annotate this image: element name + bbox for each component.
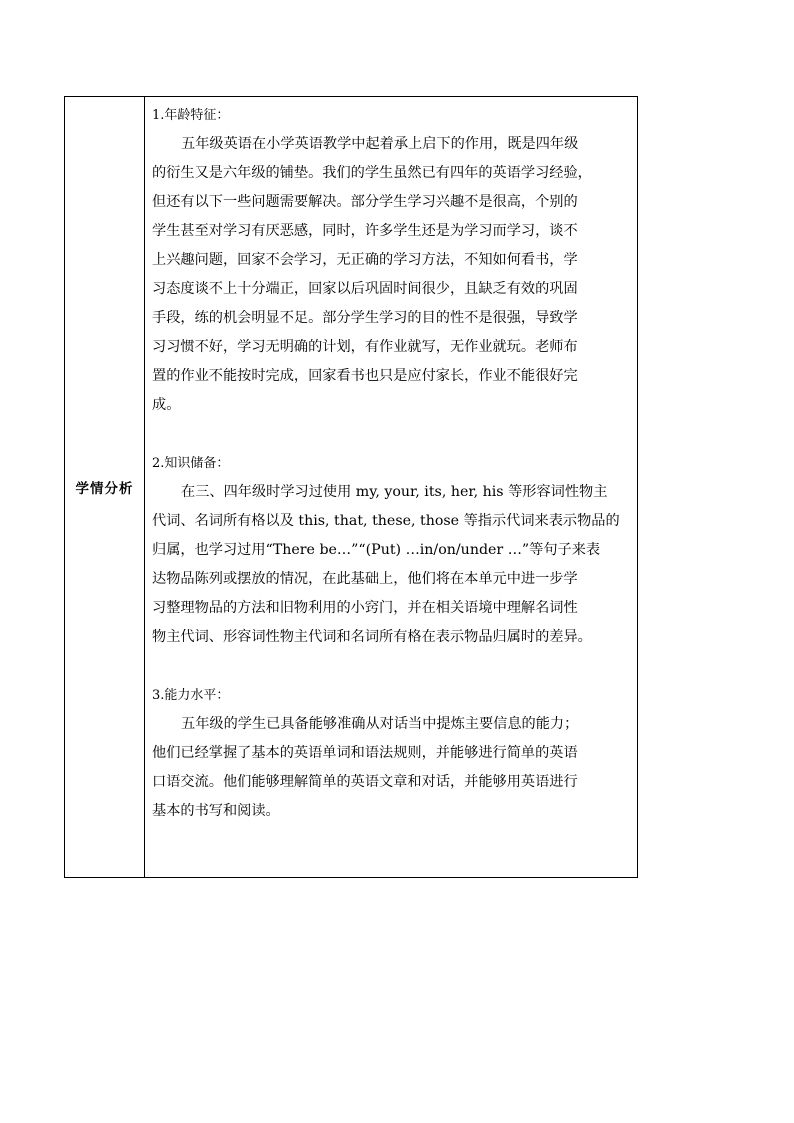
paragraph-line: 成。 — [152, 397, 181, 413]
content-cell — [145, 97, 638, 878]
paragraph-line: 他们已经掌握了基本的英语单词和语法规则，并能够进行简单的英语 — [152, 745, 578, 761]
paragraph-line: 学生甚至对学习有厌恶感，同时，许多学生还是为学习而学习，谈不 — [152, 223, 578, 239]
paragraph-line: 的衍生又是六年级的铺垫。我们的学生虽然已有四年的英语学习经验， — [152, 165, 592, 181]
paragraph-line: 五年级的学生已具备能够准确从对话当中提炼主要信息的能力； — [181, 716, 579, 732]
paragraph-line: 上兴趣问题，回家不会学习，无正确的学习方法，不知如何看书，学 — [152, 252, 578, 268]
paragraph-line: 习习惯不好，学习无明确的计划，有作业就写，无作业就玩。老师布 — [152, 339, 578, 355]
paragraph-line: 物主代词、形容词性物主代词和名词所有格在表示物品归属时的差异。 — [152, 629, 592, 645]
section-heading: 2.知识储备： — [152, 456, 230, 471]
table-row — [65, 97, 638, 878]
paragraph-line: 代词、名词所有格以及 this, that, these, those 等指示代词来表示物品的 — [152, 513, 620, 529]
label-cell — [65, 97, 145, 878]
paragraph-line: 口语交流。他们能够理解简单的英语文章和对话，并能够用英语进行 — [152, 774, 578, 790]
section-heading: 3.能力水平： — [152, 688, 230, 703]
section-knowledge-reserve — [152, 449, 633, 652]
row-label: 学情分析 — [75, 481, 134, 497]
paragraph-line: 在三、四年级时学习过使用 my, your, its, her, his 等形容词性物主 — [181, 484, 608, 500]
paragraph-line: 习态度谈不上十分端正，回家以后巩固时间很少，且缺乏有效的巩固 — [152, 281, 578, 297]
paragraph-line: 归属，也学习过用“There be…”“(Put) …in/on/under …”等句子来表 — [152, 542, 601, 558]
paragraph-line: 达物品陈列或摆放的情况，在此基础上，他们将在本单元中进一步学 — [152, 571, 578, 587]
section-gap — [152, 420, 633, 449]
paragraph-line: 基本的书写和阅读。 — [152, 803, 280, 819]
paragraph-line: 但还有以下一些问题需要解决。部分学生学习兴趣不是很高，个别的 — [152, 194, 578, 210]
analysis-table — [64, 96, 638, 878]
section-ability-level — [152, 681, 633, 826]
section-age-characteristics — [152, 101, 633, 420]
paragraph-line: 五年级英语在小学英语教学中起着承上启下的作用，既是四年级 — [181, 136, 579, 152]
paragraph-line: 手段，练的机会明显不足。部分学生学习的目的性不是很强，导致学 — [152, 310, 578, 326]
section-heading: 1.年龄特征： — [152, 108, 230, 123]
section-gap — [152, 652, 633, 681]
paragraph-line: 习整理物品的方法和旧物利用的小窍门，并在相关语境中理解名词性 — [152, 600, 578, 616]
paragraph-line: 置的作业不能按时完成，回家看书也只是应付家长，作业不能很好完 — [152, 368, 578, 384]
